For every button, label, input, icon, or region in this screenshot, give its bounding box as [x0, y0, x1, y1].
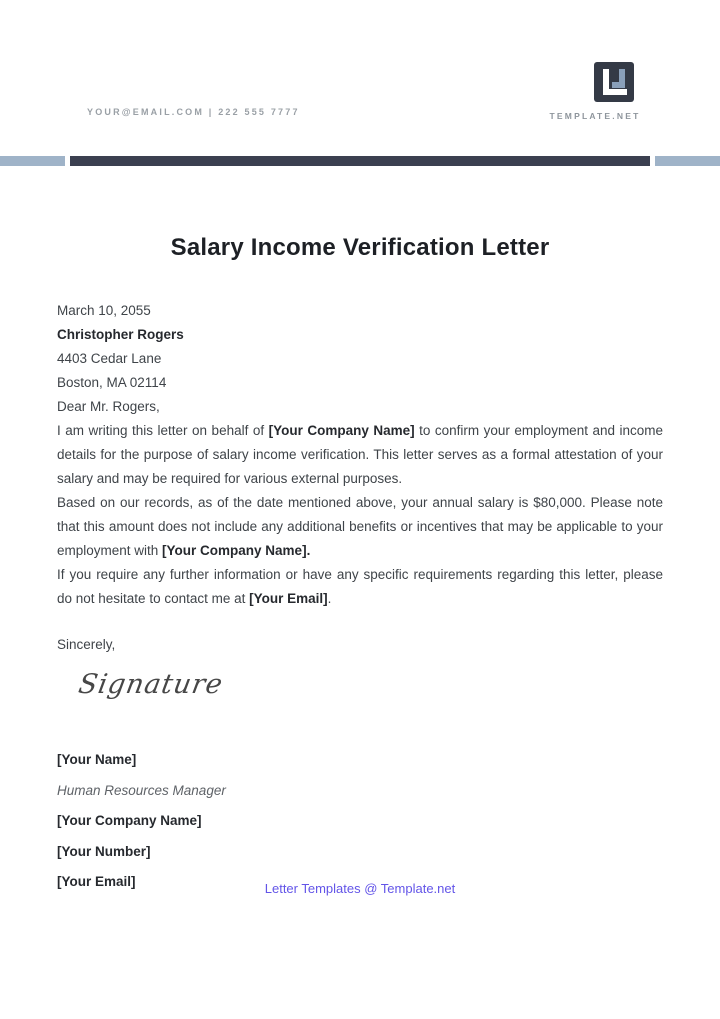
letter-body	[57, 299, 663, 898]
page-title: Salary Income Verification Letter	[170, 234, 550, 261]
footer-template-link[interactable]: Letter Templates @ Template.net	[264, 881, 456, 896]
paragraph-3-text-cont: .	[327, 591, 332, 606]
signer-job-title: Human Resources Manager	[57, 782, 226, 798]
paragraph-2	[57, 491, 663, 563]
template-net-logo-icon	[594, 62, 634, 102]
divider-light-left	[0, 156, 65, 166]
header-divider-bar	[0, 156, 720, 166]
recipient-address-line1: 4403 Cedar Lane	[57, 351, 162, 366]
recipient-name: Christopher Rogers	[57, 327, 184, 342]
paragraph-2-text: Based on our records, as of the date mentioned above, your annual salary is $80,000. Please note that this amount does not include any additional benefits or incentives that may be applicable to your employment with	[57, 495, 663, 558]
signer-number-placeholder: [Your Number]	[57, 843, 151, 859]
email-placeholder: [Your Email]	[249, 591, 328, 606]
paragraph-3-text: If you require any further information or have any specific requirements regarding this letter, please do not hesitate to contact me at	[57, 567, 663, 606]
divider-dark-center	[70, 156, 650, 166]
divider-light-right	[655, 156, 720, 166]
letter-date: March 10, 2055	[57, 303, 151, 318]
paragraph-1-text: I am writing this letter on behalf of	[57, 423, 269, 438]
signer-email-placeholder: [Your Email]	[57, 874, 136, 889]
signer-company-placeholder: [Your Company Name]	[57, 813, 202, 828]
signer-block	[57, 745, 663, 898]
signer-name-placeholder: [Your Name]	[57, 752, 137, 767]
paragraph-1-text-cont: to confirm your employment and income details for the purpose of salary income verification. This letter serves as a formal attestation of your salary and may be required for various external purposes.	[57, 423, 663, 486]
header-contact-info: YOUR@EMAIL.COM | 222 555 7777	[87, 107, 300, 117]
company-name-placeholder: [Your Company Name]	[268, 423, 415, 438]
signature-script: Signature	[76, 669, 226, 700]
paragraph-1	[57, 419, 663, 491]
paragraph-3	[57, 563, 663, 611]
salutation: Dear Mr. Rogers,	[57, 399, 160, 414]
brand-wordmark: TEMPLATE.NET	[549, 111, 641, 121]
company-name-placeholder-2: [Your Company Name].	[162, 543, 311, 558]
recipient-address-line2: Boston, MA 02114	[57, 375, 167, 390]
closing-word: Sincerely,	[57, 637, 116, 652]
